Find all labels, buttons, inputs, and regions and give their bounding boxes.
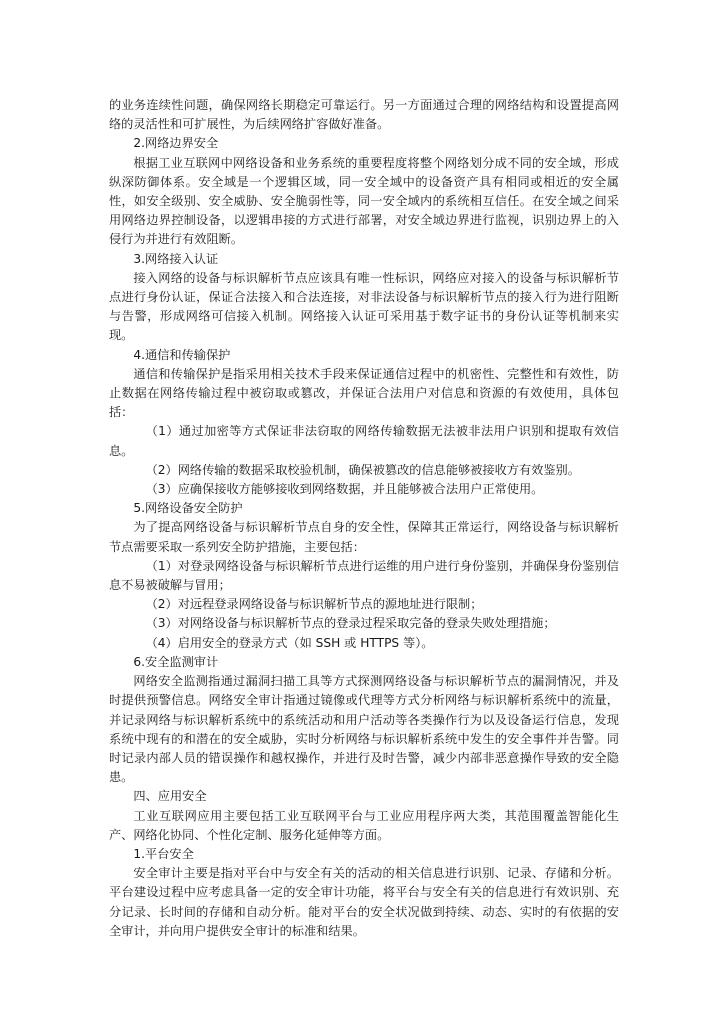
paragraph-device-protection: 为了提高网络设备与标识解析节点自身的安全性，保障其正常运行，网络设备与标识解析节点需要采取一系列安全防护措施，主要包括：: [109, 520, 619, 554]
paragraph-platform-security: 安全审计主要是指对平台中与安全有关的活动的相关信息进行识别、记录、存储和分析。平台建设过程中应考虑具备一定的安全审计功能，将平台与安全有关的信息进行有效识别、充分记录、长时间的存储和自动分析。能对平台的安全状况做到持续、动态、实时的有依据的安全审计，并向用户提供安全审计的标准和结果。: [109, 866, 619, 938]
heading-security-monitoring: 6.安全监测审计: [133, 654, 219, 669]
list-item-device-4: （4）启用安全的登录方式（如 SSH 或 HTTPS 等）。: [145, 635, 434, 650]
paragraph-security-monitoring: 网络安全监测指通过漏洞扫描工具等方式探测网络设备与标识解析节点的漏洞情况，并及时提供预警信息。网络安全审计指通过镜像或代理等方式分析网络与标识解析系统中的流量，并记录网络与标识解析系统中的系统活动和用户活动等各类操作行为以及设备运行信息，发现系统中现有的和潜在的安全威胁，实时分析网络与标识解析系统中发生的安全事件并告警。同时记录内部人员的错误操作和越权操作，并进行及时告警，减少内部非恶意操作导致的安全隐患。: [109, 674, 619, 785]
heading-device-protection: 5.网络设备安全防护: [133, 501, 243, 516]
list-item-comm-3: （3）应确保接收方能够接收到网络数据，并且能够被合法用户正常使用。: [145, 482, 544, 497]
heading-communication-protection: 4.通信和传输保护: [133, 347, 231, 362]
heading-platform-security: 1.平台安全: [133, 846, 194, 861]
list-item-device-3: （3）对网络设备与标识解析节点的登录过程采取完备的登录失败处理措施；: [145, 616, 556, 631]
paragraph-network-access: 接入网络的设备与标识解析节点应该具有唯一性标识，网络应对接入的设备与标识解析节点进行身份认证，保证合法接入和合法连接，对非法设备与标识解析节点的接入行为进行阻断与告警，形成网络可信接入机制。网络接入认证可采用基于数字证书的身份认证等机制来实现。: [109, 270, 619, 343]
heading-application-security: 四、应用安全: [133, 789, 207, 804]
list-item-device-2: （2）对远程登录网络设备与标识解析节点的源地址进行限制；: [145, 597, 483, 612]
document-page: [109, 96, 619, 941]
paragraph-communication-protection: 通信和传输保护是指采用相关技术手段来保证通信过程中的机密性、完整性和有效性，防止数据在网络传输过程中被窃取或篡改，并保证合法用户对信息和资源的有效使用，具体包括：: [109, 366, 619, 420]
paragraph-continuation: 的业务连续性问题，确保网络长期稳定可靠运行。另一方面通过合理的网络结构和设置提高网络的灵活性和可扩展性，为后续网络扩容做好准备。: [109, 98, 619, 132]
paragraph-application-security: 工业互联网应用主要包括工业互联网平台与工业应用程序两大类，其范围覆盖智能化生产、网络化协同、个性化定制、服务化延伸等方面。: [109, 808, 619, 842]
list-item-comm-2: （2）网络传输的数据采取校验机制，确保被篡改的信息能够被接收方有效鉴别。: [145, 462, 580, 477]
heading-network-access: 3.网络接入认证: [133, 251, 219, 266]
list-item-comm-1: （1）通过加密等方式保证非法窃取的网络传输数据无法被非法用户识别和提取有效信息。: [109, 424, 619, 458]
list-item-device-1: （1）对登录网络设备与标识解析节点进行运维的用户进行身份鉴别，并确保身份鉴别信息不易被破解与冒用；: [109, 558, 619, 593]
paragraph-network-boundary: 根据工业互联网中网络设备和业务系统的重要程度将整个网络划分成不同的安全域，形成纵深防御体系。安全域是一个逻辑区域，同一安全域中的设备资产具有相同或相近的安全属性，如安全级别、安全威胁、安全脆弱性等，同一安全域内的系统相互信任。在安全域之间采用网络边界控制设备，以逻辑串接的方式进行部署，对安全域边界进行监视，识别边界上的入侵行为并进行有效阻断。: [109, 155, 619, 247]
heading-network-boundary: 2.网络边界安全: [133, 136, 219, 151]
